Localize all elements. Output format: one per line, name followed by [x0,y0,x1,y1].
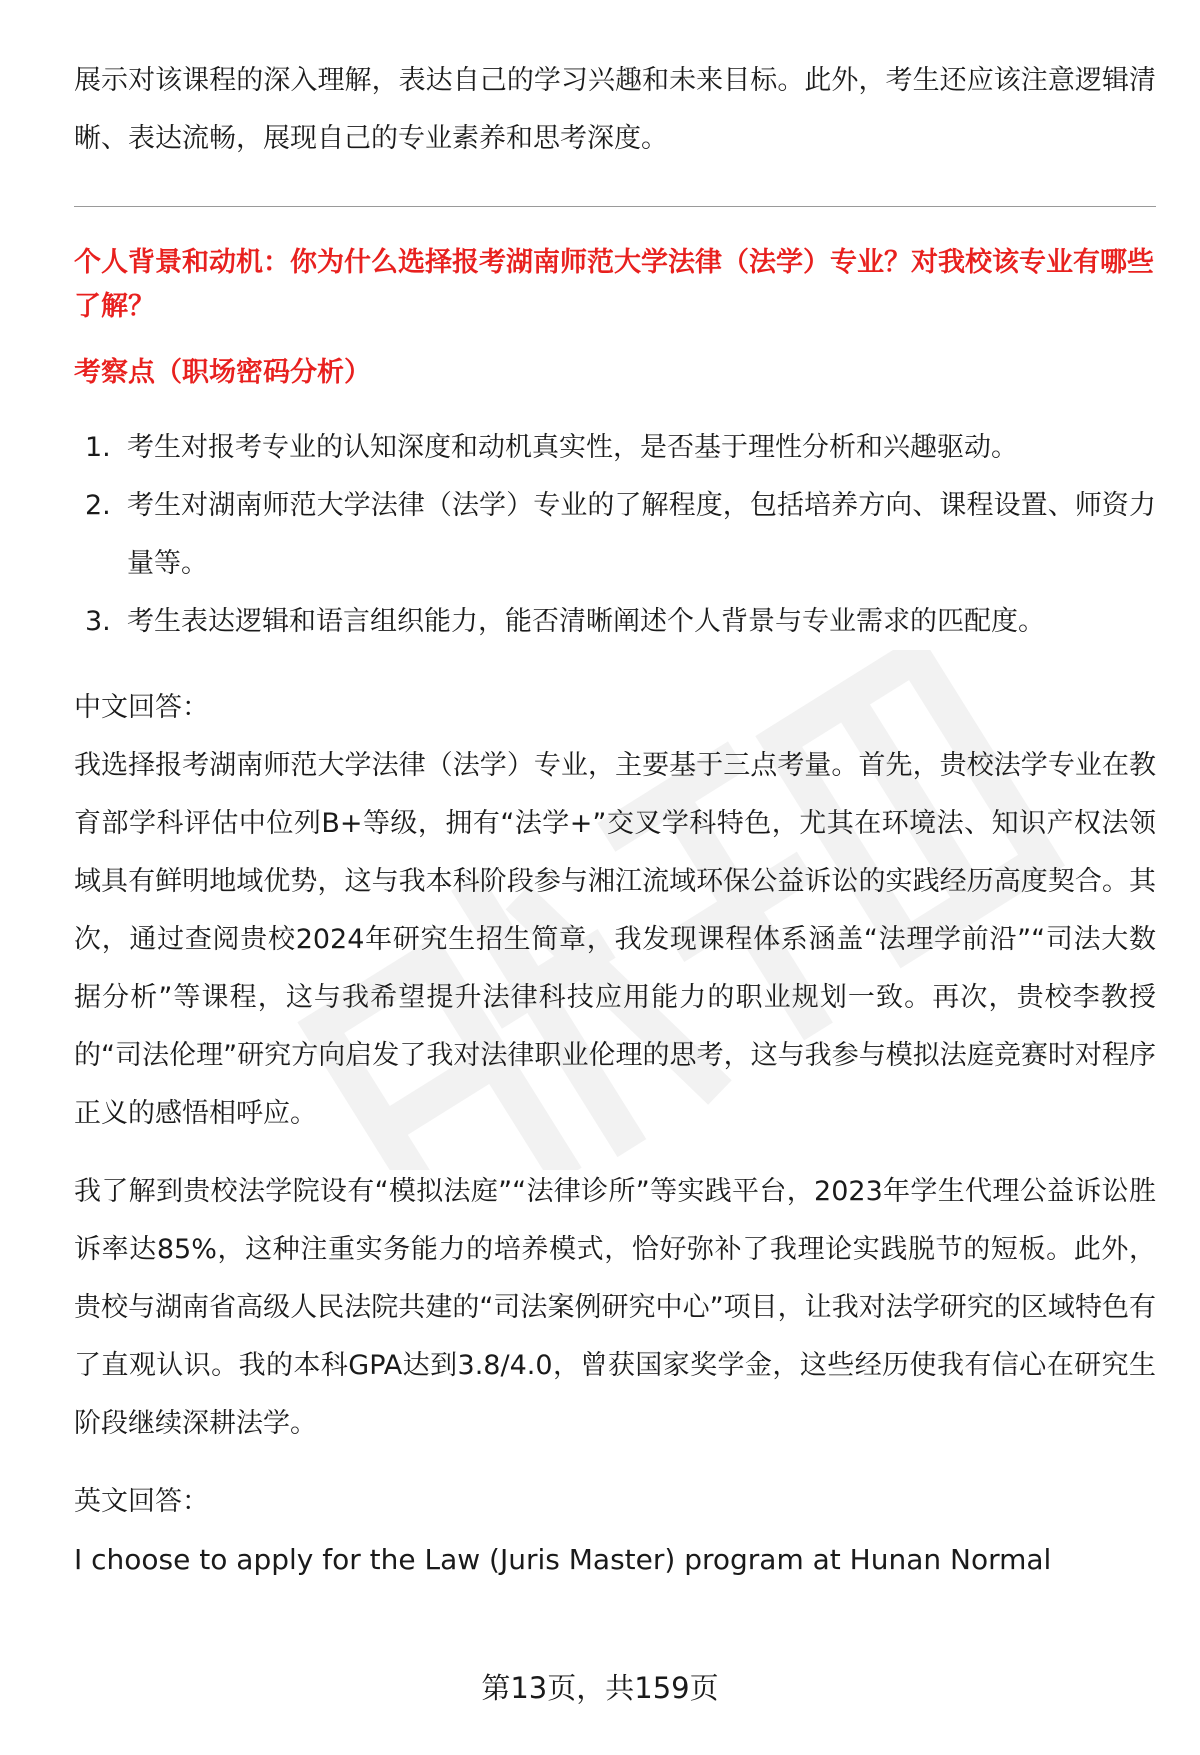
list-item [74,419,1156,477]
assessment-points-list [74,419,1156,651]
section-divider [74,206,1156,207]
list-item-number: 3. [85,606,111,637]
english-answer-label: 英文回答： [74,1486,209,1517]
list-item [74,477,1156,593]
page-footer: 第13页，共159页 [481,1671,719,1705]
list-item-number: 1. [85,432,111,463]
chinese-answer-paragraph-1: 我选择报考湖南师范大学法律（法学）专业，主要基于三点考量。首先，贵校法学专业在教育部学科评估中位列B+等级，拥有“法学+”交叉学科特色，尤其在环境法、知识产权法领域具有鲜明地域优势，这与我本科阶段参与湘江流域环保公益诉讼的实践经历高度契合。其次，通过查阅贵校2024年研究生招生简章，我发现课程体系涵盖“法理学前沿”“司法大数据分析”等课程，这与我希望提升法律科技应用能力的职业规划一致。再次，贵校李教授的“司法伦理”研究方向启发了我对法律职业伦理的思考，这与我参与模拟法庭竞赛时对程序正义的感悟相呼应。 [74,750,1156,1129]
list-item-text: 考生对湖南师范大学法律（法学）专业的了解程度，包括培养方向、课程设置、师资力量等。 [127,490,1156,579]
list-item-text: 考生表达逻辑和语言组织能力，能否清晰阐述个人背景与专业需求的匹配度。 [127,606,1045,637]
question-heading: 个人背景和动机：你为什么选择报考湖南师范大学法律（法学）专业？对我校该专业有哪些了解？ [74,247,1154,322]
list-item-number: 2. [85,490,111,521]
document-page [74,0,1156,1589]
list-item-text: 考生对报考专业的认知深度和动机真实性，是否基于理性分析和兴趣驱动。 [127,432,1018,463]
english-answer-paragraph: I choose to apply for the Law (Juris Master) program at Hunan Normal [74,1543,1052,1576]
chinese-answer-paragraph-2: 我了解到贵校法学院设有“模拟法庭”“法律诊所”等实践平台，2023年学生代理公益诉讼胜诉率达85%，这种注重实务能力的培养模式，恰好弥补了我理论实践脱节的短板。此外，贵校与湖南省高级人民法院共建的“司法案例研究中心”项目，让我对法学研究的区域特色有了直观认识。我的本科GPA达到3.8/4.0，曾获国家奖学金，这些经历使我有信心在研究生阶段继续深耕法学。 [74,1176,1156,1439]
intro-paragraph: 展示对该课程的深入理解，表达自己的学习兴趣和未来目标。此外，考生还应该注意逻辑清晰、表达流畅，展现自己的专业素养和思考深度。 [74,65,1156,154]
chinese-answer-label: 中文回答： [74,692,209,723]
list-item [74,593,1156,651]
assessment-heading: 考察点（职场密码分析） [74,357,371,388]
